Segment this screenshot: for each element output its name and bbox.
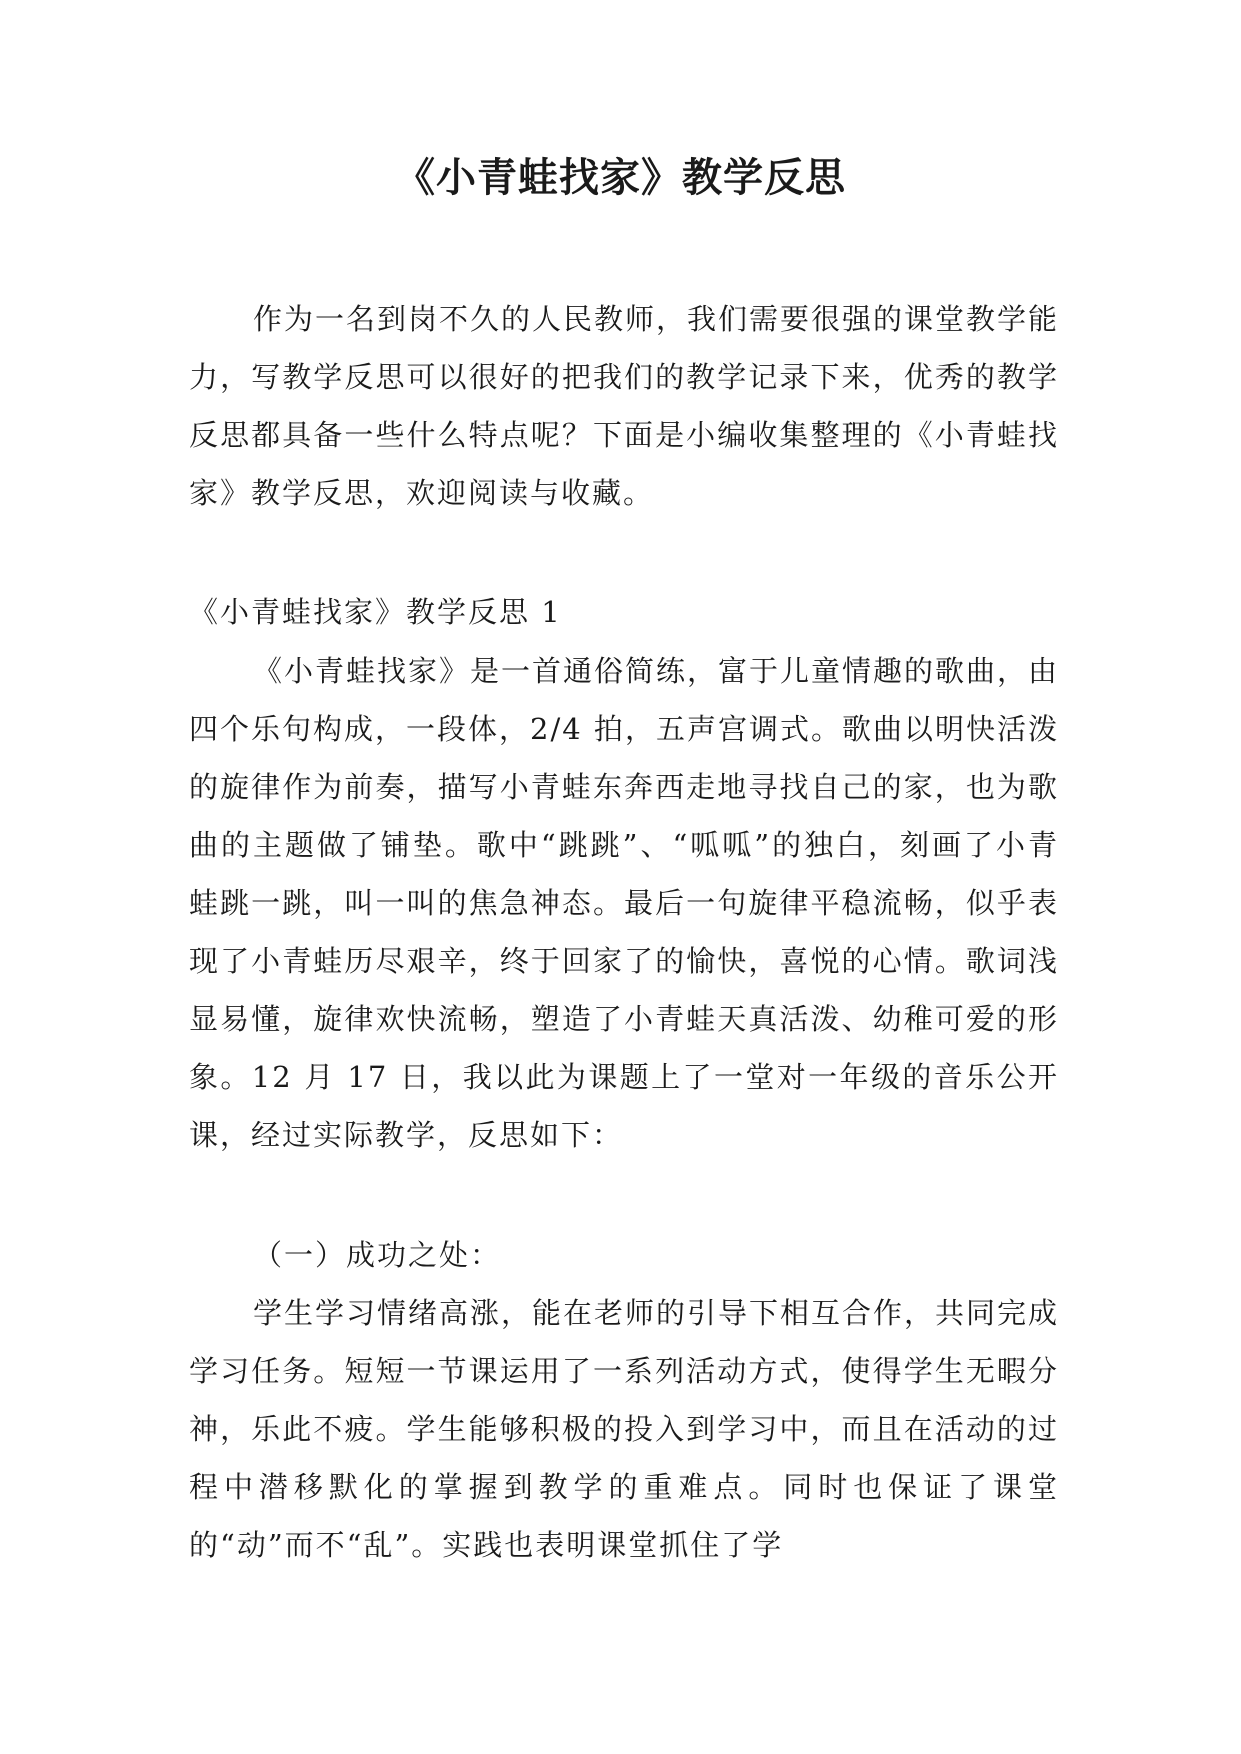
section-paragraph: 《小青蛙找家》是一首通俗简练，富于儿童情趣的歌曲，由四个乐句构成，一段体，2/4 拍，五声宫调式。歌曲以明快活泼的旋律作为前奏，描写小青蛙东奔西走地寻找自己的家，也为歌曲的主题做了铺垫。歌中“跳跳”、“呱呱”的独白，刻画了小青蛙跳一跳，叫一叫的焦急神态。最后一句旋律平稳流畅，似乎表现了小青蛙历尽艰辛，终于回家了的愉快，喜悦的心情。歌词浅显易懂，旋律欢快流畅，塑造了小青蛙天真活泼、幼稚可爱的形象。12 月 17 日，我以此为课题上了一堂对一年级的音乐公开课，经过实际教学，反思如下： [189, 654, 1060, 1152]
section-paragraph-2: 学生学习情绪高涨，能在老师的引导下相互合作，共同完成学习任务。短短一节课运用了一系列活动方式，使得学生无暇分神，乐此不疲。学生能够积极的投入到学习中，而且在活动的过程中潜移默化的掌握到教学的重难点。同时也保证了课堂的“动”而不“乱”。实践也表明课堂抓住了学 [189, 1296, 1060, 1562]
section-heading: 《小青蛙找家》教学反思 1 [189, 595, 562, 629]
section-subheading: （一）成功之处： [253, 1238, 502, 1272]
intro-paragraph: 作为一名到岗不久的人民教师，我们需要很强的课堂教学能力，写教学反思可以很好的把我们的教学记录下来，优秀的教学反思都具备一些什么特点呢？下面是小编收集整理的《小青蛙找家》教学反思，欢迎阅读与收藏。 [189, 302, 1060, 510]
document-title: 《小青蛙找家》教学反思 [395, 155, 846, 201]
